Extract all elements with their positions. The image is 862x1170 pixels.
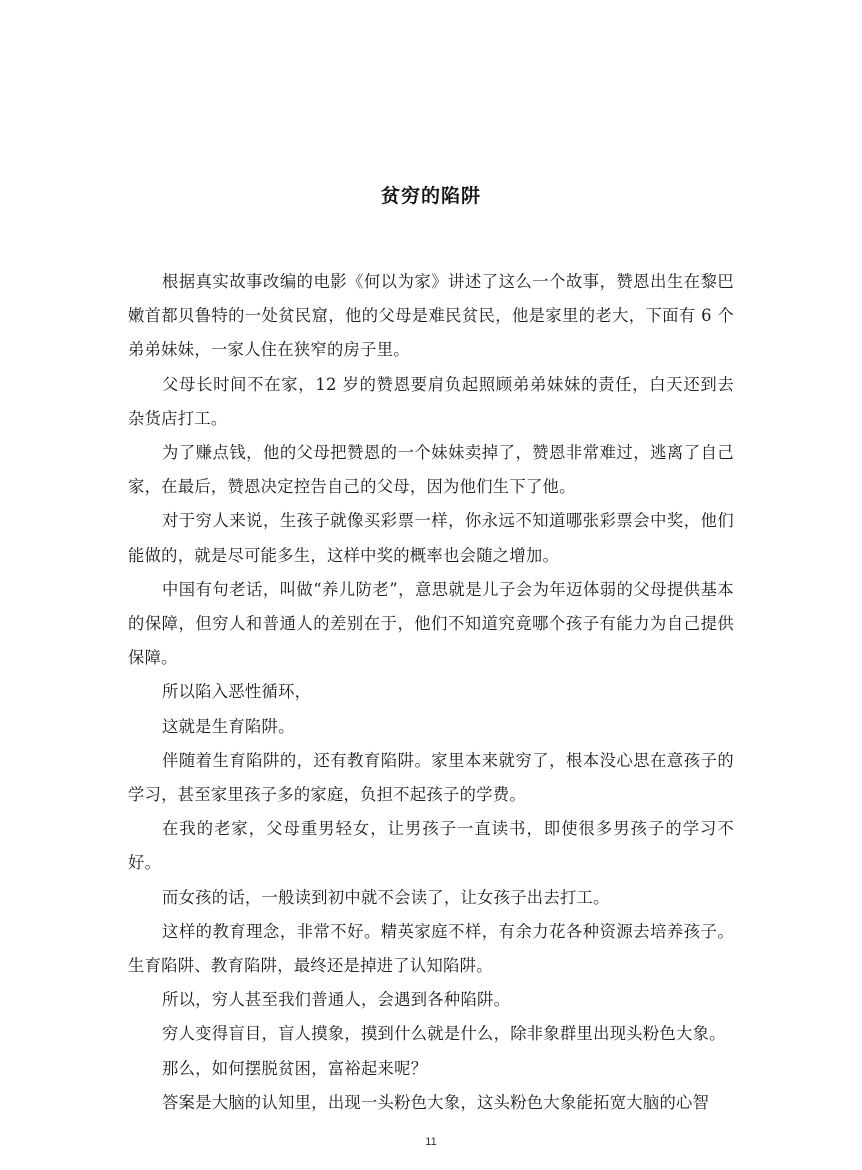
paragraph: 而女孩的话，一般读到初中就不会读了，让女孩子出去打工。 bbox=[162, 887, 610, 907]
paragraph: 对于穷人来说，生孩子就像买彩票一样，你永远不知道哪张彩票会中奖，他们能做的，就是尽可能多生，这样中奖的概率也会随之增加。 bbox=[128, 511, 734, 565]
paragraph: 所以陷入恶性循环， bbox=[162, 682, 312, 702]
paragraph: 那么，如何摆脱贫困，富裕起来呢？ bbox=[162, 1058, 428, 1078]
page-title: 贫穷的陷阱 bbox=[380, 185, 481, 207]
body-text bbox=[128, 265, 734, 1120]
paragraph: 为了赚点钱，他的父母把赞恩的一个妹妹卖掉了，赞恩非常难过，逃离了自己家，在最后，赞恩决定控告自己的父母，因为他们生下了他。 bbox=[128, 443, 734, 497]
paragraph: 中国有句老话，叫做“养儿防老”，意思就是儿子会为年迈体弱的父母提供基本的保障，但穷人和普通人的差别在于，他们不知道究竟哪个孩子有能力为自己提供保障。 bbox=[128, 579, 734, 668]
paragraph: 根据真实故事改编的电影《何以为家》讲述了这么一个故事，赞恩出生在黎巴嫩首都贝鲁特的一处贫民窟，他的父母是难民贫民，他是家里的老大，下面有 6 个弟弟妹妹，一家人住在狭窄的房子里。 bbox=[128, 272, 734, 360]
paragraph: 所以，穷人甚至我们普通人，会遇到各种陷阱。 bbox=[162, 990, 511, 1010]
paragraph: 答案是大脑的认知里，出现一头粉色大象，这头粉色大象能拓宽大脑的心智 bbox=[162, 1092, 710, 1112]
paragraph: 在我的老家，父母重男轻女，让男孩子一直读书，即使很多男孩子的学习不好。 bbox=[128, 819, 734, 873]
page-number: 11 bbox=[425, 1136, 437, 1148]
paragraph: 这就是生育陷阱。 bbox=[162, 716, 295, 736]
paragraph: 伴随着生育陷阱的，还有教育陷阱。家里本来就穷了，根本没心思在意孩子的学习，甚至家里孩子多的家庭，负担不起孩子的学费。 bbox=[128, 750, 734, 805]
paragraph: 父母长时间不在家，12 岁的赞恩要肩负起照顾弟弟妹妹的责任，白天还到去杂货店打工。 bbox=[128, 374, 734, 428]
paragraph: 穷人变得盲目，盲人摸象，摸到什么就是什么，除非象群里出现头粉色大象。 bbox=[162, 1024, 726, 1044]
paragraph: 这样的教育理念，非常不好。精英家庭不样，有余力花各种资源去培养孩子。生育陷阱、教育陷阱，最终还是掉进了认知陷阱。 bbox=[128, 921, 734, 976]
